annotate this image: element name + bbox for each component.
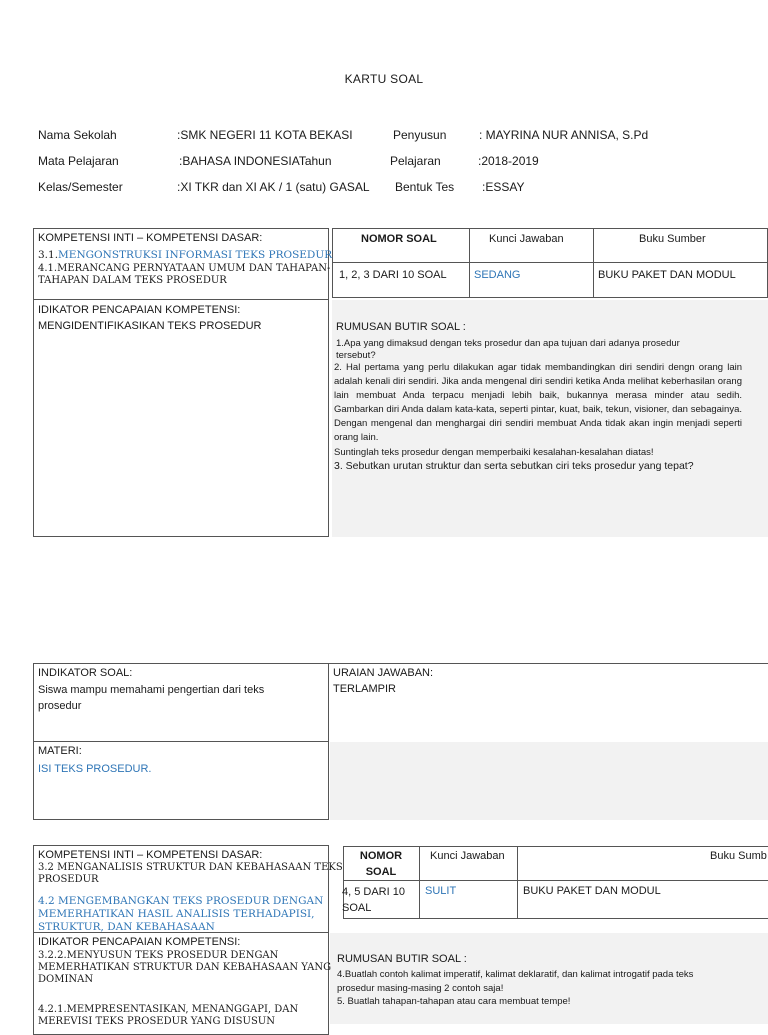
card1-kd-41-line2: TAHAPAN DALAM TEKS PROSEDUR <box>38 275 227 286</box>
card1-kd-41-line1: 4.1.MERANCANG PERNYATAAN UMUM DAN TAHAPAN- <box>38 263 331 274</box>
card1-nomor-soal-header: NOMOR SOAL <box>361 233 437 245</box>
penyusun-value: : MAYRINA NUR ANNISA, S.Pd <box>479 128 649 142</box>
mapel-value: :BAHASA INDONESIATahun <box>179 154 332 168</box>
card2-nomor-soal-value-1: 4, 5 DARI 10 <box>342 886 405 898</box>
sekolah-label: Nama Sekolah <box>38 128 117 142</box>
card2-kd-42-line1: 4.2 MENGEMBANGKAN TEKS PROSEDUR DENGAN <box>38 895 324 907</box>
card1b-indikator-line1: Siswa mampu memahami pengertian dari teks <box>38 684 265 696</box>
card2-ipk-label: IDIKATOR PENCAPAIAN KOMPETENSI: <box>38 936 241 948</box>
sekolah-value: :SMK NEGERI 11 KOTA BEKASI <box>177 128 353 142</box>
card2-info-row-divider <box>343 880 768 881</box>
card2-ki-kd-label: KOMPETENSI INTI – KOMPETENSI DASAR: <box>38 849 263 861</box>
card1b-left-divider <box>33 741 329 742</box>
kelas-value: :XI TKR dan XI AK / 1 (satu) GASAL <box>177 180 370 194</box>
card1-info-row-divider <box>332 262 768 263</box>
card2-ipk-421-line1: 4.2.1.MEMPRESENTASIKAN, MENANGGAPI, DAN <box>38 1004 299 1015</box>
page-title: KARTU SOAL <box>344 72 424 86</box>
card2-ipk-line1: 3.2.2.MENYUSUN TEKS PROSEDUR DENGAN <box>38 950 279 961</box>
card2-question-4-line2: prosedur masing-masing 2 contoh saja! <box>337 983 504 994</box>
card1b-grey-area <box>330 742 768 820</box>
card1-ipk-label: IDIKATOR PENCAPAIAN KOMPETENSI: <box>38 304 241 316</box>
card1-question-1-line1: 1.Apa yang dimaksud dengan teks prosedur dan apa tujuan dari adanya prosedur <box>336 338 680 349</box>
card1-info-col2 <box>593 228 594 298</box>
card2-question-4-line1: 4.Buatlah contoh kalimat imperatif, kalimat deklaratif, dan kalimat introgatif pada teks <box>337 969 694 980</box>
card1-ipk-value: MENGIDENTIFIKASIKAN TEKS PROSEDUR <box>38 320 262 332</box>
card2-info-col2 <box>517 846 518 919</box>
card2-kd-32-line1: 3.2 MENGANALISIS STRUKTUR DAN KEBAHASAAN TEKS <box>38 862 343 873</box>
card2-ipk-line3: DOMINAN <box>38 974 94 985</box>
card1-rumusan-label: RUMUSAN BUTIR SOAL : <box>336 321 466 333</box>
card2-ipk-421-line2: MEREVISI TEKS PROSEDUR YANG DISUSUN <box>38 1016 275 1027</box>
card2-ipk-line2: MEMERHATIKAN STRUKTUR DAN KEBAHASAAN YANG <box>38 962 332 973</box>
bentuk-value: :ESSAY <box>482 180 525 194</box>
card1-kunci-header: Kunci Jawaban <box>489 233 564 245</box>
pelajaran-value: :2018-2019 <box>478 154 539 168</box>
card1-ki-kd-label: KOMPETENSI INTI – KOMPETENSI DASAR: <box>38 232 263 244</box>
card2-question-5: 5. Buatlah tahapan-tahapan atau cara membuat tempe! <box>337 996 571 1007</box>
card1b-uraian-value: TERLAMPIR <box>333 683 396 695</box>
card1-nomor-soal-value: 1, 2, 3 DARI 10 SOAL <box>339 269 447 281</box>
card2-buku-value: BUKU PAKET DAN MODUL <box>523 885 661 897</box>
card2-info-col1 <box>419 846 420 919</box>
card2-kd-32-line2: PROSEDUR <box>38 874 99 885</box>
card2-kd-42-line2: MEMERHATIKAN HASIL ANALISIS TERHADAPISI, <box>38 908 315 920</box>
card2-kunci-header: Kunci Jawaban <box>430 850 505 862</box>
card1-kd-31 <box>38 249 332 261</box>
card1-buku-header: Buku Sumber <box>639 233 706 245</box>
card2-nomor-soal-value-2: SOAL <box>342 902 372 914</box>
pelajaran-label: Pelajaran <box>390 154 441 168</box>
card2-buku-header: Buku Sumb <box>710 850 767 862</box>
mapel-label: Mata Pelajaran <box>38 154 119 168</box>
card1-kunci-value: SEDANG <box>474 269 521 281</box>
card1b-uraian-label: URAIAN JAWABAN: <box>333 667 434 679</box>
card2-nomor-soal-header-1: NOMOR <box>359 850 403 862</box>
card1-question-2-instruction: Suntinglah teks prosedur dengan memperbaiki kesalahan-kesalahan diatas! <box>334 447 654 458</box>
card2-kunci-value: SULIT <box>425 885 457 897</box>
card1-question-3: 3. Sebutkan urutan struktur dan serta sebutkan ciri teks prosedur yang tepat? <box>334 460 694 472</box>
card1b-right-top <box>329 663 768 664</box>
card2-kd-42-line3: STRUKTUR, DAN KEBAHASAAN <box>38 921 215 933</box>
bentuk-label: Bentuk Tes <box>395 180 455 194</box>
card1b-materi-value: ISI TEKS PROSEDUR. <box>38 763 152 775</box>
card1-question-1-line2: tersebut? <box>336 350 376 361</box>
card1b-indikator-label: INDIKATOR SOAL: <box>38 667 133 679</box>
penyusun-label: Penyusun <box>393 128 447 142</box>
card1-question-2: 2. Hal pertama yang perlu dilakukan agar tidak membandingkan diri sendiri dengn orang lain adalah kenali diri sendiri. Jika anda mengenal diri sendiri ketika Anda melihat keberhasilan orang lain membuat Anda terpacu menjadi lebih baik, bukannya merasa minder atau sedih. Gambarkan diri Anda dalam kata-kata, seperti pintar, kuat, baik, tekun, visioner, dan sebagainya. Dengan mengenal dan menghargai diri sendiri membuat Anda tidak akan ingin menjadi seperti orang lain. <box>334 362 742 443</box>
card1b-indikator-line2: prosedur <box>38 700 82 712</box>
card1-kd-31-number: 3.1. <box>38 249 59 261</box>
card2-rumusan-label: RUMUSAN BUTIR SOAL : <box>337 953 467 965</box>
card2-nomor-soal-header-2: SOAL <box>365 866 397 878</box>
kelas-label: Kelas/Semester <box>38 180 123 194</box>
card1-kd-31-text: MENGONSTRUKSI INFORMASI TEKS PROSEDUR <box>58 249 333 261</box>
card1b-materi-label: MATERI: <box>38 745 82 757</box>
card1-buku-value: BUKU PAKET DAN MODUL <box>598 269 736 281</box>
card1-info-col1 <box>469 228 470 298</box>
card1-left-divider <box>33 299 329 300</box>
